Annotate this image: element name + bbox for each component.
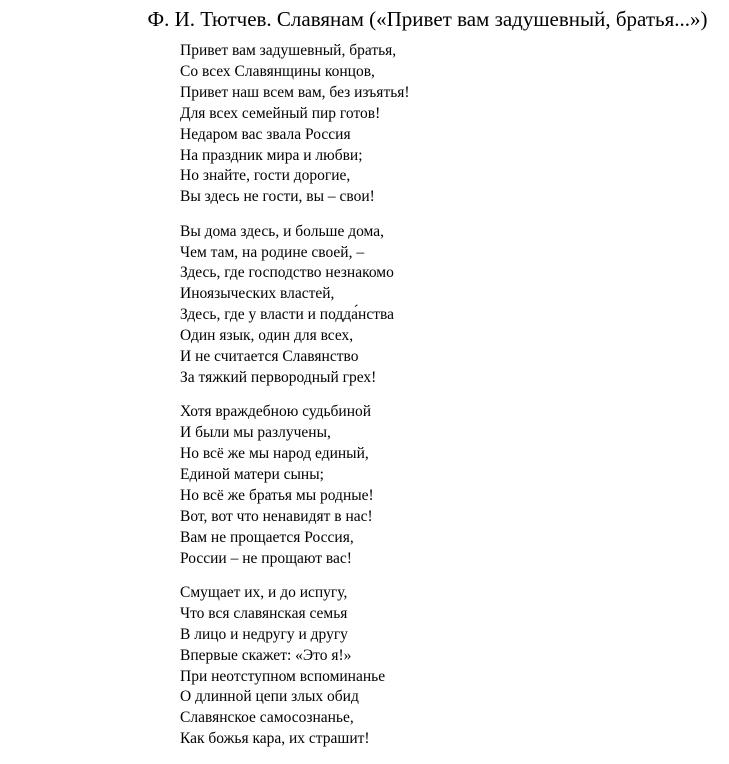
poem-line: На праздник мира и любви;	[180, 146, 363, 164]
poem-line: Один язык, один для всех,	[180, 327, 354, 345]
stanza-2	[180, 222, 410, 389]
poem-line: Чем там, на родине своей, –	[180, 243, 365, 261]
poem-line: Здесь, где господство незнакомо	[180, 264, 394, 282]
poem-line: За тяжкий первородный грех!	[180, 368, 377, 386]
poem-line: Недаром вас звала Россия	[180, 125, 351, 143]
poem-line: Вот, вот что ненавидят в нас!	[180, 507, 373, 525]
poem-line: Привет наш всем вам, без изъятья!	[180, 83, 410, 101]
poem-line: Что вся славянская семья	[180, 604, 348, 622]
poem-title: Ф. И. Тютчев. Славянам («Привет вам задушевный, братья...»)	[147, 7, 708, 31]
poem-line: Вы здесь не гости, вы – свои!	[180, 188, 375, 206]
stanza-1	[180, 41, 410, 208]
poem-line: Славянское самосознанье,	[180, 709, 354, 727]
poem-line: Но всё же братья мы родные!	[180, 486, 374, 504]
poem-line: И не считается Славянство	[180, 348, 359, 366]
poem-line: Смущает их, и до испугу,	[180, 583, 348, 601]
poem-line: России – не прощают вас!	[180, 549, 352, 567]
poem-line: Вам не прощается Россия,	[180, 528, 354, 546]
poem-line: При неотступном вспоминанье	[180, 667, 386, 685]
stanza-4	[180, 583, 410, 750]
poem-line: В лицо и недругу и другу	[180, 625, 348, 643]
poem-line: О длинной цепи злых обид	[180, 688, 359, 706]
poem-line: Как божья кара, их страшит!	[180, 730, 370, 748]
poem-line: Впервые скажет: «Это я!»	[180, 646, 352, 664]
poem-line: Иноязыческих властей,	[180, 285, 335, 303]
poem-line: Вы дома здесь, и больше дома,	[180, 222, 385, 240]
poem-line: Но всё же мы народ единый,	[180, 445, 369, 463]
poem-line: Но знайте, гости дорогие,	[180, 167, 351, 185]
poem-line: Единой матери сыны;	[180, 466, 324, 483]
poem-line: Для всех семейный пир готов!	[180, 104, 381, 122]
poem-line: Хотя враждебною судьбиной	[180, 403, 372, 421]
poem-body	[180, 41, 410, 750]
poem-line: Со всех Славянщины концов,	[180, 62, 375, 80]
stanza-3	[180, 402, 410, 569]
poem-line: Привет вам задушевный, братья,	[180, 42, 397, 59]
poem-line: И были мы разлучены,	[180, 424, 331, 442]
poem-line: Здесь, где у власти и подда́нства	[180, 306, 394, 324]
